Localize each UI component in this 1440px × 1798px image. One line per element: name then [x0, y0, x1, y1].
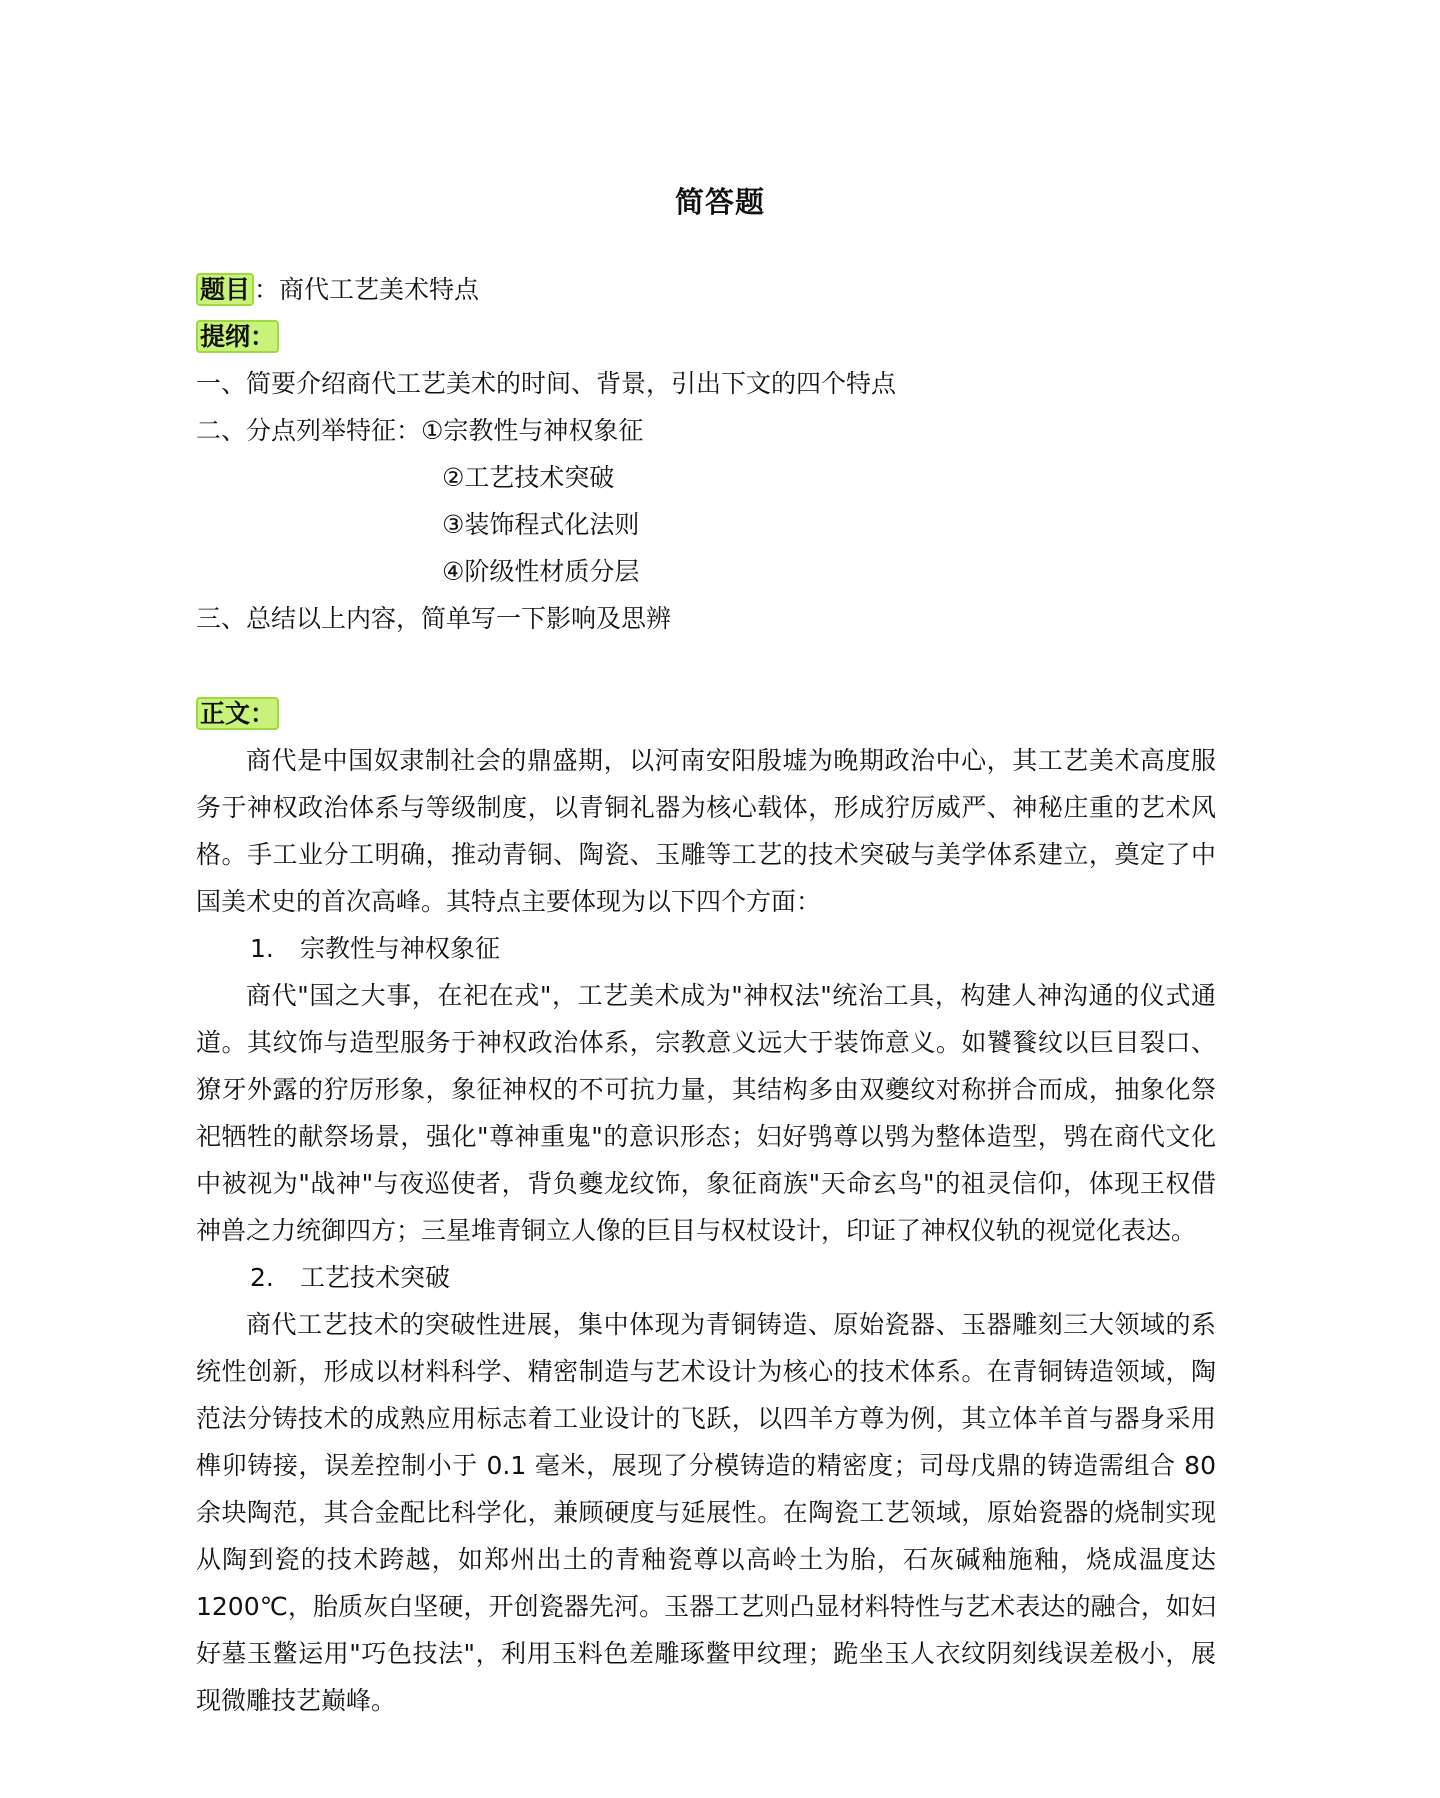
section-paragraph: 商代工艺技术的突破性进展，集中体现为青铜铸造、原始瓷器、玉器雕刻三大领域的系统性创新，形成以材料科学、精密制造与艺术设计为核心的技术体系。在青铜铸造领域，陶范法分铸技术的成熟应用标志着工业设计的飞跃，以四羊方尊为例，其立体羊首与器身采用榫卯铸接，误差控制小于 0.1 毫米，展现了分模铸造的精密度；司母戊鼎的铸造需组合 80 余块陶范，其合金配比科学化，兼顾硬度与延展性。在陶瓷工艺领域，原始瓷器的烧制实现从陶到瓷的技术跨越，如郑州出土的青釉瓷尊以高岭土为胎，石灰碱釉施釉，烧成温度达 1200℃，胎质灰白坚硬，开创瓷器先河。玉器工艺则凸显材料特性与艺术表达的融合，如妇好墓玉鳖运用"巧色技法"，利用玉料色差雕琢鳖甲纹理；跪坐玉人衣纹阴刻线误差极小，展现微雕技艺巅峰。	[196, 1310, 1216, 1715]
section-number: 1.	[250, 934, 274, 963]
section-number: 2.	[250, 1263, 274, 1292]
outline-label-line	[196, 313, 1216, 360]
topic-text: 商代工艺美术特点	[279, 275, 480, 304]
outline-item: ④阶级性材质分层	[442, 557, 640, 586]
body-section	[196, 690, 1216, 1724]
body-label-line	[196, 690, 1216, 737]
document-title: 简答题	[674, 185, 765, 219]
outline-item: 二、分点列举特征：①宗教性与神权象征	[196, 416, 644, 445]
section-heading	[196, 925, 1216, 972]
outline-item: 一、简要介绍商代工艺美术的时间、背景，引出下文的四个特点	[196, 369, 897, 398]
section-paragraph: 商代"国之大事，在祀在戎"，工艺美术成为"神权法"统治工具，构建人神沟通的仪式通道。其纹饰与造型服务于神权政治体系，宗教意义远大于装饰意义。如饕餮纹以巨目裂口、獠牙外露的狞厉形象，象征神权的不可抗力量，其结构多由双夔纹对称拼合而成，抽象化祭祀牺牲的献祭场景，强化"尊神重鬼"的意识形态；妇好鸮尊以鸮为整体造型，鸮在商代文化中被视为"战神"与夜巡使者，背负夔龙纹饰，象征商族"天命玄鸟"的祖灵信仰，体现王权借神兽之力统御四方；三星堆青铜立人像的巨目与权杖设计，印证了神权仪轨的视觉化表达。	[196, 981, 1216, 1245]
section-heading	[196, 1254, 1216, 1301]
outline-section	[196, 266, 1216, 642]
topic-line	[196, 266, 1216, 313]
outline-item: ③装饰程式化法则	[442, 510, 640, 539]
outline-item: ②工艺技术突破	[442, 463, 615, 492]
body-label: 正文：	[196, 697, 279, 730]
intro-paragraph: 商代是中国奴隶制社会的鼎盛期，以河南安阳殷墟为晚期政治中心，其工艺美术高度服务于神权政治体系与等级制度，以青铜礼器为核心载体，形成狞厉威严、神秘庄重的艺术风格。手工业分工明确，推动青铜、陶瓷、玉雕等工艺的技术突破与美学体系建立，奠定了中国美术史的首次高峰。其特点主要体现为以下四个方面：	[196, 746, 1216, 916]
outline-item: 三、总结以上内容，简单写一下影响及思辨	[196, 604, 672, 633]
outline-label: 提纲：	[196, 320, 279, 353]
section-title: 宗教性与神权象征	[300, 934, 501, 963]
section-title: 工艺技术突破	[300, 1263, 451, 1292]
topic-label: 题目	[196, 273, 254, 306]
topic-colon: ：	[254, 275, 280, 304]
